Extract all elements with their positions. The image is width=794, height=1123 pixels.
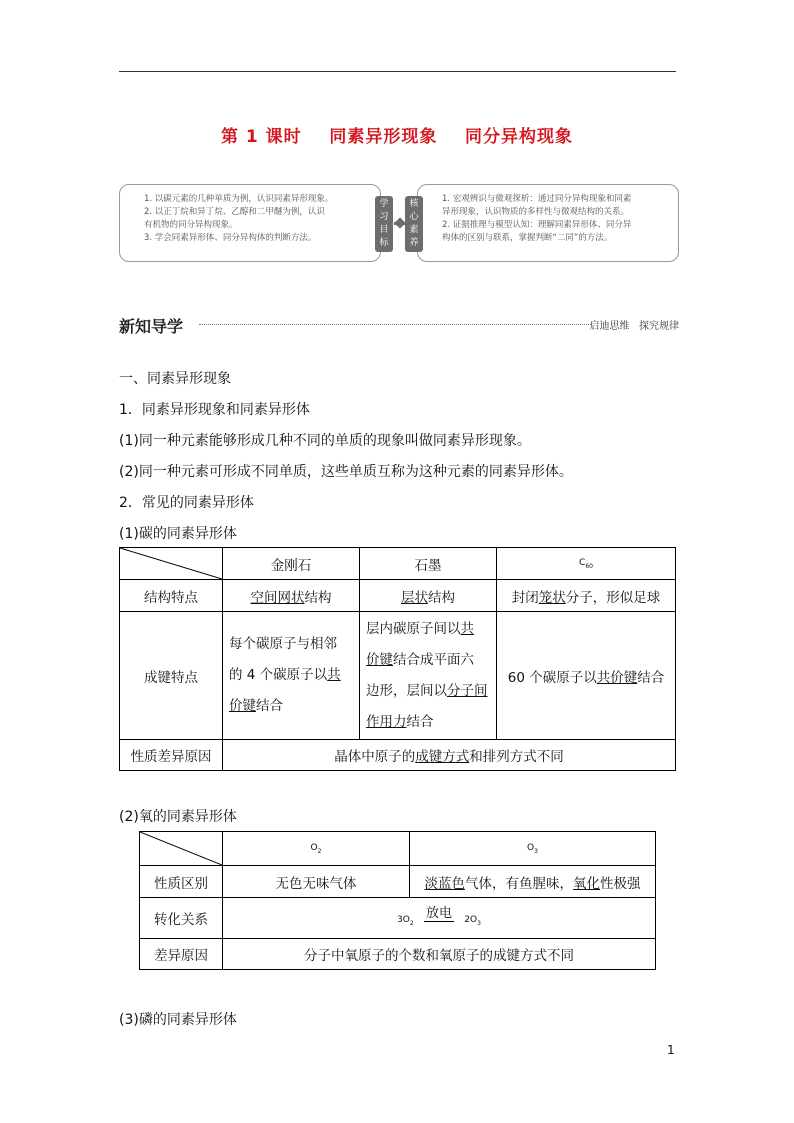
label-char: 素	[409, 225, 419, 235]
text-line	[366, 676, 490, 707]
answer-text: 边形，层间以	[366, 682, 447, 699]
label-char: 习	[379, 212, 389, 222]
answer-underlined: 共价键	[596, 669, 638, 686]
answer-text: 结合	[406, 713, 434, 730]
row-label-reason: 差异原因	[140, 939, 223, 970]
text-line	[229, 691, 353, 722]
row-label-property: 性质区别	[140, 866, 223, 898]
oxygen-allotropes-table	[139, 831, 656, 970]
header-o2	[223, 832, 410, 866]
heading-allotropy: 一、同素异形现象	[119, 371, 231, 387]
answer-underlined: 共	[460, 620, 474, 637]
section-divider	[199, 324, 591, 325]
heading-allotropy-def: 1．同素异形现象和同素异形体	[119, 402, 310, 418]
label-char: 养	[409, 238, 419, 248]
answer-text: 结合	[256, 698, 283, 714]
learning-objective-1: 1. 以碳元素的几种单质为例，认识同素异形现象。	[144, 194, 334, 204]
answer-text: 的 4 个碳原子以	[229, 667, 328, 683]
reaction-condition: 放电	[424, 902, 454, 922]
lesson-title: 第 1 课时 同素异形现象 同分异构现象	[220, 127, 573, 147]
answer-underlined: 共	[327, 667, 341, 683]
answer-text: 性极强	[600, 875, 641, 892]
formula-base: O	[310, 842, 318, 853]
conversion-equation	[223, 898, 656, 939]
carbon-allotropes-table	[119, 547, 676, 771]
text-line: 每个碳原子与相邻	[229, 636, 337, 652]
text-line	[366, 614, 490, 645]
formula-subscript: 2	[409, 919, 414, 927]
formula-base: 3O	[397, 915, 410, 925]
page-number: 1	[667, 1043, 675, 1057]
formula-base: 2O	[464, 915, 478, 925]
product	[464, 915, 481, 925]
core-literacy-2: 2. 证据推理与模型认知：理解同素异形体、同分异	[442, 220, 632, 230]
oxygen-caption: (2)氧的同素异形体	[119, 809, 237, 825]
diagonal-line	[120, 548, 222, 579]
formula-subscript: 3	[534, 847, 538, 855]
text-line	[366, 707, 490, 738]
header-graphite: 石墨	[360, 548, 497, 580]
answer-text: 60 个碳原子以	[507, 669, 597, 686]
answer-underlined: 分子间	[447, 682, 488, 699]
formula-subscript: 60	[585, 562, 593, 570]
label-char: 标	[379, 238, 389, 248]
answer-text: 分子，形似足球	[565, 589, 661, 606]
section-header	[119, 314, 679, 336]
core-literacy-1: 1. 宏观辨识与微观探析：通过同分异构现象和同素	[442, 194, 632, 204]
learning-objective-2: 2. 以正丁烷和异丁烷、乙醇和二甲醚为例，认识	[144, 207, 325, 217]
label-char: 目	[379, 225, 389, 235]
row-label-reason: 性质差异原因	[120, 740, 223, 771]
answer-underlined: 成键方式	[415, 749, 470, 765]
text-line	[229, 660, 353, 691]
carbon-reason	[223, 740, 676, 771]
formula-base: O	[527, 842, 535, 853]
core-literacy-box	[417, 184, 679, 262]
learning-objective-2-cont: 有机物的同分异构现象。	[144, 220, 238, 230]
answer-underlined: 作用力	[366, 713, 407, 730]
answer-underlined: 淡蓝色	[424, 875, 465, 892]
answer-text: 气体，有鱼腥味，	[465, 875, 573, 892]
graphite-structure	[360, 580, 497, 612]
formula-base: C	[579, 557, 586, 568]
diagonal-line	[140, 832, 222, 865]
formula-subscript: 3	[477, 919, 481, 927]
learning-objectives-label	[375, 196, 393, 252]
section-tagline: 启迪思维 探究规律	[589, 321, 679, 332]
label-char: 心	[409, 212, 419, 222]
learning-objective-3: 3. 学会同素异形体、同分异构体的判断方法。	[144, 233, 317, 243]
objectives-banner	[119, 184, 679, 264]
answer-underlined: 空间网状	[250, 589, 305, 606]
o3-property	[410, 866, 656, 898]
graphite-bonding	[360, 612, 497, 740]
learning-objectives-box	[119, 184, 381, 262]
reaction-arrow	[424, 902, 454, 922]
header-diamond: 金刚石	[223, 548, 360, 580]
answer-underlined: 层状	[401, 589, 428, 606]
answer-underlined: 氧化	[573, 875, 600, 892]
core-literacy-1-cont: 异形现象，认识物质的多样性与微观结构的关系。	[442, 207, 630, 217]
paragraph-1: (1)同一种元素能够形成几种不同的单质的现象叫做同素异形现象。	[119, 433, 531, 449]
connector-diamond-icon	[394, 217, 405, 228]
answer-text: 封闭	[511, 589, 539, 606]
row-label-bonding: 成键特点	[120, 612, 223, 740]
answer-text: 结构	[428, 589, 455, 606]
answer-underlined: 笼状	[538, 589, 566, 606]
c60-structure	[497, 580, 676, 612]
c60-bonding	[497, 612, 676, 740]
diamond-bonding	[223, 612, 360, 740]
answer-text: 结合	[637, 669, 665, 686]
o2-property: 无色无味气体	[223, 866, 410, 898]
phosphorus-caption: (3)磷的同素异形体	[119, 1012, 237, 1028]
row-label-conversion: 转化关系	[140, 898, 223, 939]
header-o3	[410, 832, 656, 866]
carbon-caption: (1)碳的同素异形体	[119, 526, 237, 542]
answer-text: 层内碳原子间以	[366, 620, 461, 637]
formula-subscript: 2	[317, 847, 322, 855]
answer-text: 结合成平面六	[393, 651, 474, 668]
text-line	[366, 645, 490, 676]
diagonal-header-cell	[120, 548, 223, 580]
header-rule	[119, 71, 676, 72]
core-literacy-2-cont: 构体的区别与联系，掌握判断“二同”的方法。	[442, 233, 613, 243]
diagonal-header-cell	[140, 832, 223, 866]
paragraph-2: (2)同一种元素可形成不同单质，这些单质互称为这种元素的同素异形体。	[119, 464, 573, 480]
oxygen-reason: 分子中氧原子的个数和氧原子的成键方式不同	[223, 939, 656, 970]
answer-text: 晶体中原子的	[334, 749, 416, 765]
answer-underlined: 价键	[229, 698, 256, 714]
row-label-structure: 结构特点	[120, 580, 223, 612]
answer-underlined: 价键	[366, 651, 393, 668]
diamond-structure	[223, 580, 360, 612]
heading-common-allotropes: 2．常见的同素异形体	[119, 495, 254, 511]
core-literacy-label	[405, 196, 423, 252]
header-c60	[497, 548, 676, 580]
answer-text: 结构	[304, 589, 332, 606]
label-char: 学	[379, 199, 389, 209]
section-title: 新知导学	[119, 317, 184, 336]
reactant	[397, 915, 414, 925]
label-char: 核	[409, 199, 419, 209]
answer-text: 和排列方式不同	[469, 749, 564, 765]
